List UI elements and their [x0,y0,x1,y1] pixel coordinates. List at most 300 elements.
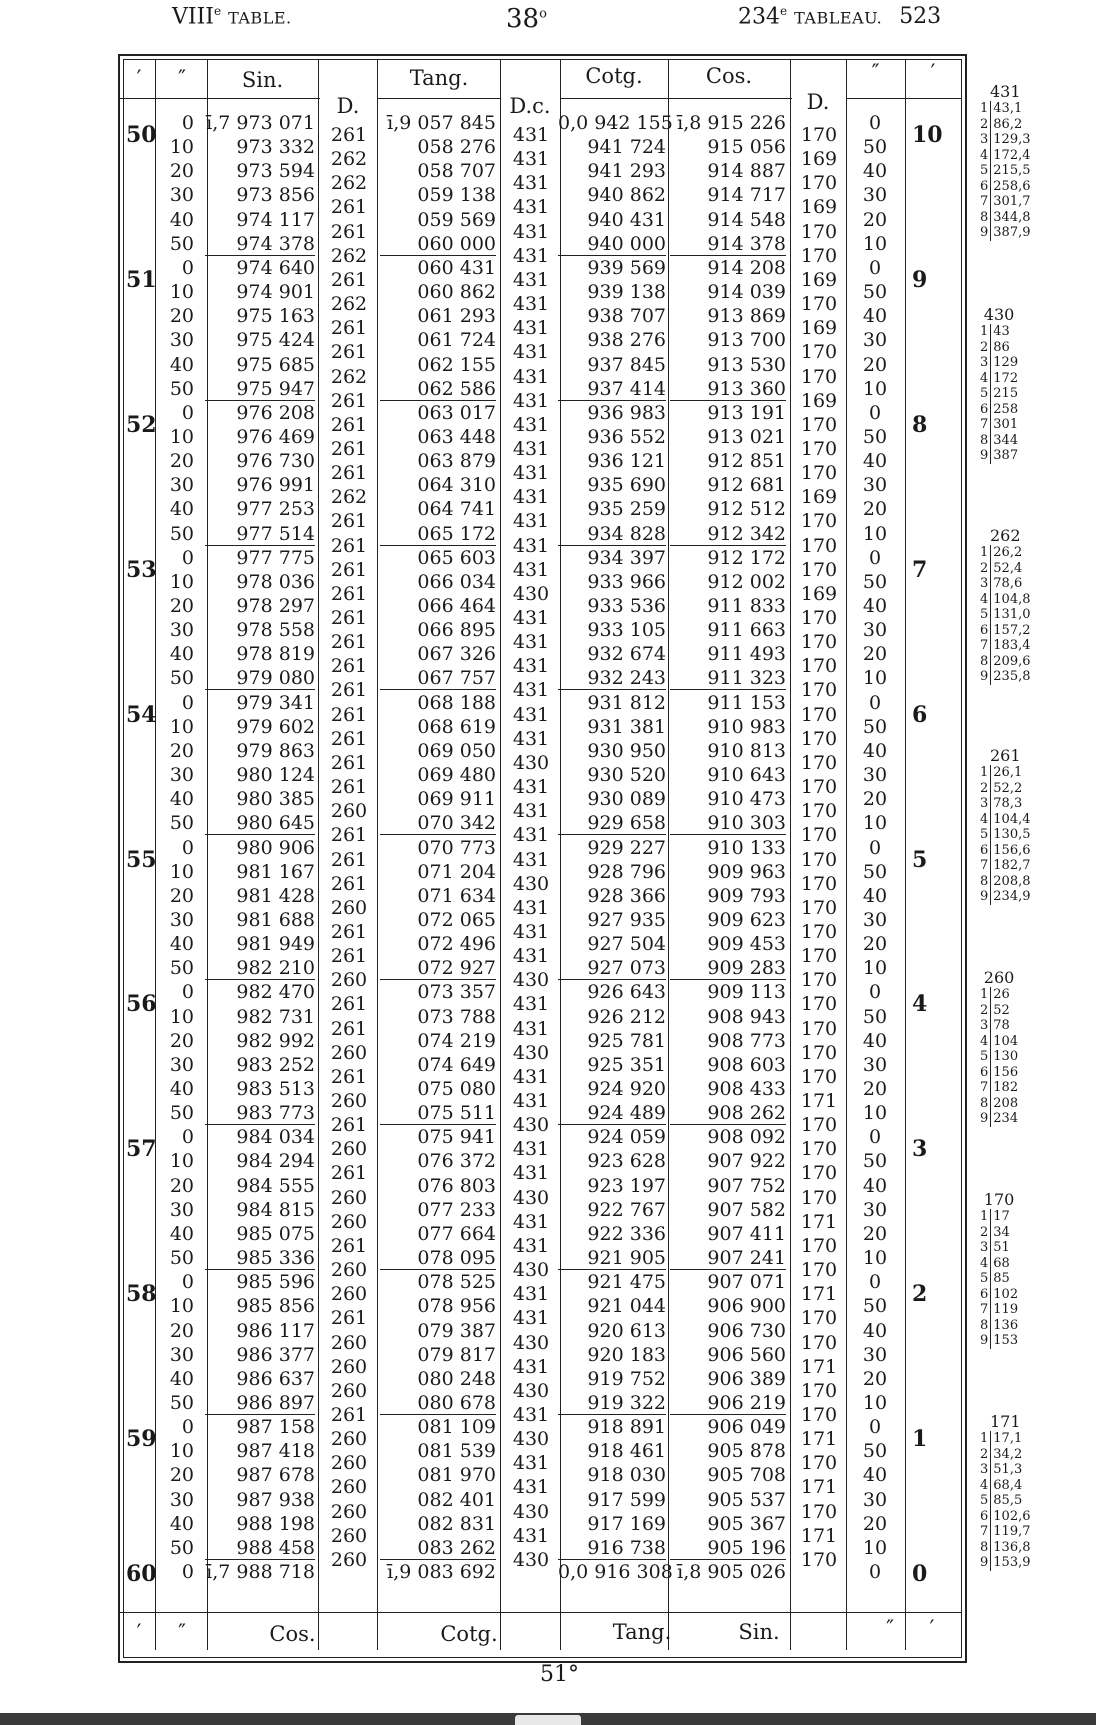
proportional-row [978,1540,1033,1556]
tang-cell: 077 233 [417,1198,496,1221]
cos-cell: 911 153 [707,691,786,714]
seconds-right-cell: 40 [862,1174,888,1197]
minute-label: 57 [126,1136,157,1163]
tang-cell: 069 050 [417,739,496,762]
d-cell: 261 [330,582,368,605]
seconds-cell: 0 [181,1126,194,1149]
cotg-cell: 927 073 [558,957,666,980]
proportional-row [978,781,1033,797]
cos-cell: 914 717 [707,184,786,207]
minute-label-right: 6 [912,701,928,728]
seconds-right-cell: 40 [862,160,888,183]
proportional-row [978,101,1033,117]
proportional-index: 7 [978,858,991,874]
cotg-cell: 920 183 [587,1343,666,1366]
proportional-row [978,340,1020,356]
proportional-value: 26,2 [993,545,1023,560]
cotg-cell: 941 293 [587,160,666,183]
d2-cell: 169 [800,148,838,171]
proportional-row [978,843,1033,859]
tang-cell: 078 956 [417,1295,496,1318]
seconds-cell: 40 [169,208,194,231]
proportional-index: 1 [978,545,991,561]
d-cell: 260 [330,1186,368,1209]
rule [905,60,906,1650]
tang-cell: 060 000 [380,233,496,256]
bottom-tang-header: Tang. [612,1620,672,1644]
seconds-cell: 40 [169,1512,194,1535]
proportional-index: 9 [978,1555,991,1571]
sin-cell: 977 775 [236,546,315,569]
d-cell: 260 [330,1548,368,1571]
tang-cell: 063 017 [417,401,496,424]
proportional-index: 6 [978,623,991,639]
proportional-row [978,1065,1020,1081]
proportional-row [978,210,1033,226]
cos-cell: 913 530 [707,353,786,376]
minute-label-right: 10 [912,122,943,148]
proportional-index: 3 [978,1240,991,1256]
seconds-cell: 30 [169,474,194,497]
d2-cell: 170 [800,727,838,750]
seconds-cell: 50 [169,1391,194,1414]
scrollbar-thumb[interactable] [515,1715,581,1725]
seconds-right-cell: 20 [862,1367,888,1390]
dc-cell: 431 [512,1138,550,1161]
proportional-row [978,1271,1020,1287]
d2-cell: 170 [800,1186,838,1209]
cotg-cell: 925 781 [587,1029,666,1052]
proportional-row [978,1080,1020,1096]
proportional-value: 17,1 [993,1431,1023,1446]
tang-cell: 061 724 [417,329,496,352]
cotg-cell: 919 752 [587,1367,666,1390]
proportional-index: 8 [978,1318,991,1334]
proportional-value: 85,5 [993,1493,1023,1508]
proportional-row [978,607,1033,623]
proportional-value: 26 [993,987,1010,1002]
d-cell: 260 [330,1138,368,1161]
d2-cell: 170 [800,558,838,581]
cotg-cell: 932 243 [558,667,666,690]
sin-cell: 982 731 [236,1005,315,1028]
sin-cell: 983 513 [236,1078,315,1100]
d-cell: 261 [330,679,368,702]
sin-cell: 974 901 [236,281,315,304]
tang-cell: 059 569 [417,208,496,231]
proportional-value: 34,2 [993,1446,1023,1462]
seconds-right-cell: 0 [868,401,882,424]
dc-cell: 431 [512,1476,550,1499]
sin-cell: 986 637 [236,1367,315,1390]
dc-cell: 431 [512,124,550,146]
header-rule [846,98,961,99]
seconds-right-cell: 30 [862,329,888,352]
dc-cell: 431 [512,631,550,654]
sin-cell: ī,7 973 071 [206,112,315,134]
sin-cell: 987 158 [236,1416,315,1439]
d-cell: 262 [330,293,368,316]
seconds-right-cell: 0 [868,256,882,279]
cos-cell: 909 963 [707,860,786,883]
dc-cell: 431 [512,848,550,871]
seconds-cell: 50 [169,1102,194,1125]
proportional-row [978,1447,1033,1463]
proportional-row [978,433,1020,449]
d-cell: 261 [330,220,368,243]
proportional-index: 3 [978,576,991,592]
tableau-number-sup: e [780,4,788,18]
seconds-right-cell: 20 [862,1078,888,1100]
seconds-right-cell: 0 [868,1416,882,1439]
dc-cell: 430 [512,1500,550,1523]
dc-cell: 430 [512,1259,550,1282]
cotg-cell: 940 862 [587,184,666,207]
proportional-index: 6 [978,402,991,418]
seconds-right-cell: 20 [862,353,888,376]
proportional-value: 235,8 [993,669,1031,684]
d2-cell: 170 [800,1017,838,1040]
cotg-cell: 937 845 [587,353,666,376]
proportional-index: 5 [978,1271,991,1287]
d-cell: 260 [330,1355,368,1378]
tang-cell: 072 496 [417,933,496,956]
minute-label: 50 [126,122,157,148]
seconds-cell: 0 [181,401,194,424]
proportional-row [978,1462,1033,1478]
proportional-row [978,324,1020,340]
header-rule [377,98,501,99]
seconds-right-cell: 10 [862,1391,888,1414]
proportional-value: 43,1 [993,101,1023,116]
tang-cell: 071 204 [417,860,496,883]
proportional-value: 102,6 [993,1508,1031,1524]
dc-cell: 431 [512,703,550,726]
proportional-row [978,1478,1033,1494]
d-cell: 261 [330,872,368,895]
cos-cell: 913 021 [707,425,786,448]
seconds-cell: 30 [169,1198,194,1221]
seconds-right-cell: 20 [862,1222,888,1245]
sin-cell: 976 469 [236,425,315,448]
d2-cell: 170 [800,679,838,702]
tang-cell: 073 357 [417,981,496,1004]
tang-cell: 081 970 [417,1464,496,1487]
seconds-cell: 50 [169,377,194,400]
seconds-right-cell: 20 [862,498,888,521]
d2-cell: 170 [800,993,838,1016]
cotg-cell: 921 475 [587,1271,666,1294]
dc-cell: 431 [512,993,550,1016]
cos-cell: 906 389 [707,1367,786,1390]
d-cell: 260 [330,1428,368,1451]
seconds-right-cell: 10 [862,1536,888,1559]
proportional-row [978,179,1033,195]
tang-cell: 070 773 [417,836,496,859]
bottom-scrollbar[interactable] [0,1713,1096,1725]
d-cell: 261 [330,848,368,871]
d-cell: 262 [330,365,368,388]
d2-cell: 170 [800,1500,838,1523]
cos-cell: 907 241 [670,1247,786,1270]
seconds-cell: 10 [169,136,194,159]
tang-cell: 058 707 [417,160,496,183]
seconds-right-cell: 30 [862,1053,888,1076]
proportional-value: 104 [993,1033,1019,1049]
proportional-value: 52,2 [993,780,1023,796]
proportional-row [978,225,1033,241]
proportional-index: 1 [978,1431,991,1447]
tableau-number: 234 [738,4,780,30]
cotg-cell: 940 000 [558,233,666,256]
dc-cell: 431 [512,365,550,388]
sin-cell: 981 688 [236,908,315,931]
seconds-cell: 0 [181,256,194,279]
dc-cell: 430 [512,1548,550,1571]
cos-cell: 907 922 [707,1150,786,1173]
seconds-cell: 30 [169,1343,194,1366]
dc-cell: 431 [512,268,550,291]
d2-cell: 171 [800,1355,838,1378]
tang-cell: 069 911 [417,788,496,811]
sin-cell: 979 341 [236,691,315,714]
cos-cell: 907 752 [707,1174,786,1197]
proportional-index: 1 [978,987,991,1003]
cotg-cell: 935 690 [587,474,666,497]
d-cell: 261 [330,776,368,799]
proportional-value: 86 [993,339,1010,355]
cos-cell: 910 983 [707,715,786,738]
tang-cell: 071 634 [417,884,496,907]
tang-cell: 066 464 [417,595,496,617]
sin-cell: 979 863 [236,739,315,762]
dc-cell: 431 [512,317,550,340]
seconds-cell: 20 [169,160,194,183]
seconds-right-cell: 40 [862,884,888,907]
header-rule [560,98,792,99]
tang-cell: 074 219 [417,1029,496,1052]
col-min-header: ′ [136,66,142,90]
cos-cell: 907 582 [707,1198,786,1221]
minute-label-right: 4 [912,991,928,1018]
minute-label-right: 1 [912,1426,928,1453]
dc-cell: 431 [512,1017,550,1040]
d2-cell: 170 [800,172,838,195]
d2-cell: 171 [800,1428,838,1451]
tang-cell: 068 188 [417,691,496,714]
col-tang-header: Tang. [409,66,469,90]
tang-cell: ī,9 057 845 [387,112,496,134]
minute-label-right: 9 [912,266,928,293]
proportional-value: 215,5 [993,163,1031,178]
rule [790,60,791,1650]
d-cell: 261 [330,751,368,774]
seconds-right-cell: 30 [862,908,888,931]
d-cell: 261 [330,268,368,291]
dc-cell: 431 [512,148,550,171]
proportional-row [978,1555,1033,1571]
d-cell: 261 [330,341,368,364]
cos-cell: 905 537 [707,1488,786,1511]
proportional-value: 78 [993,1018,1010,1033]
proportional-index: 7 [978,417,991,433]
d2-cell: 170 [800,896,838,919]
seconds-cell: 40 [169,933,194,956]
rule [318,60,319,1650]
cos-cell: 908 092 [707,1126,786,1149]
sin-cell: 979 602 [236,715,315,738]
sin-cell: 986 117 [236,1319,315,1342]
proportional-index: 4 [978,592,991,608]
proportional-row [978,371,1020,387]
sin-cell: 983 773 [205,1102,315,1125]
seconds-cell: 40 [169,353,194,376]
proportional-value: 258,6 [993,178,1031,194]
sin-cell: 988 458 [205,1537,315,1560]
tang-cell: 082 401 [417,1488,496,1511]
proportional-index: 8 [978,210,991,226]
sin-cell: 986 377 [236,1343,315,1366]
proportional-index: 2 [978,1447,991,1463]
proportional-index: 7 [978,1080,991,1096]
d2-cell: 170 [800,534,838,557]
seconds-right-cell: 50 [862,1150,888,1173]
d2-cell: 170 [800,1403,838,1426]
d2-cell: 170 [800,920,838,943]
proportional-part-title: 431 [989,82,1021,101]
minute-label: 54 [126,701,157,728]
seconds-right-cell: 10 [862,522,888,545]
proportional-row [978,827,1033,843]
proportional-row [978,1333,1020,1349]
proportional-index: 5 [978,163,991,179]
cos-cell: 909 283 [670,957,786,980]
seconds-right-cell: 30 [862,1343,888,1366]
seconds-cell: 30 [169,764,194,787]
proportional-index: 8 [978,1096,991,1112]
seconds-right-cell: 30 [862,619,888,642]
seconds-right-cell: 30 [862,1488,888,1511]
proportional-row [978,417,1020,433]
cotg-cell: 917 599 [587,1488,666,1511]
degree-value: 38 [506,4,540,34]
proportional-index: 7 [978,1524,991,1540]
sin-cell: ī,7 988 718 [206,1561,315,1583]
seconds-right-cell: 50 [862,715,888,738]
dc-cell: 431 [512,679,550,702]
proportional-row [978,1240,1020,1256]
minute-label-right: 0 [912,1561,928,1587]
bottom-sin-header: Sin. [738,1620,780,1644]
cos-cell: 912 851 [707,450,786,473]
proportional-index: 6 [978,179,991,195]
dc-cell: 430 [512,1114,550,1137]
seconds-right-cell: 0 [868,1561,882,1583]
cos-cell: 914 208 [707,256,786,279]
tang-cell: 076 372 [417,1150,496,1173]
dc-cell: 430 [512,969,550,992]
proportional-part-0 [978,82,1033,241]
seconds-cell: 40 [169,1367,194,1390]
cos-cell: 914 548 [707,208,786,231]
seconds-right-cell: 20 [862,933,888,956]
d2-cell: 170 [800,365,838,388]
seconds-cell: 40 [169,788,194,811]
cos-cell: 910 813 [707,739,786,762]
proportional-value: 129,3 [993,132,1031,147]
dc-cell: 431 [512,1403,550,1426]
cotg-cell: 931 812 [587,691,666,714]
proportional-value: 104,4 [993,811,1031,827]
tang-cell: 081 539 [417,1440,496,1463]
dc-cell: 430 [512,582,550,605]
seconds-right-cell: 30 [862,1198,888,1221]
seconds-right-cell: 20 [862,1512,888,1535]
col-cos-header: Cos. [705,64,753,88]
seconds-right-cell: 30 [862,474,888,497]
proportional-row [978,1287,1020,1303]
cotg-cell: 918 461 [587,1440,666,1463]
col-d-header: D. [336,94,360,118]
header-left [172,4,292,29]
sin-cell: 987 418 [236,1440,315,1463]
seconds-right-cell: 50 [862,1440,888,1463]
dc-cell: 431 [512,1065,550,1088]
cos-cell: 905 878 [707,1440,786,1463]
proportional-row [978,889,1033,905]
sin-cell: 977 514 [205,523,315,546]
d2-cell: 170 [800,220,838,243]
proportional-row [978,148,1033,164]
seconds-cell: 30 [169,1053,194,1076]
dc-cell: 431 [512,558,550,581]
d2-cell: 170 [800,1379,838,1402]
seconds-cell: 40 [169,1222,194,1245]
d-cell: 261 [330,196,368,219]
tang-cell: 074 649 [417,1053,496,1076]
sin-cell: 975 685 [236,353,315,376]
d2-cell: 169 [800,486,838,509]
proportional-value: 208,8 [993,873,1031,889]
degree-sup: o [539,6,547,22]
sin-cell: 977 253 [236,498,315,521]
seconds-cell: 30 [169,329,194,352]
d-cell: 261 [330,510,368,533]
proportional-value: 136 [993,1317,1019,1333]
sin-cell: 980 124 [236,764,315,787]
dc-cell: 431 [512,776,550,799]
proportional-value: 344,8 [993,209,1031,225]
proportional-index: 5 [978,827,991,843]
seconds-cell: 20 [169,595,194,617]
proportional-index: 2 [978,781,991,797]
seconds-right-cell: 0 [868,836,882,859]
d2-cell: 170 [800,462,838,485]
dc-cell: 431 [512,341,550,364]
cotg-cell: 923 197 [587,1174,666,1197]
cos-cell: 912 172 [707,546,786,569]
cotg-cell: 923 628 [587,1150,666,1173]
seconds-right-cell: 40 [862,1029,888,1052]
sin-cell: 976 208 [236,401,315,424]
d2-cell: 170 [800,800,838,823]
sin-cell: 980 645 [205,812,315,835]
dc-cell: 431 [512,196,550,219]
d-cell: 261 [330,727,368,750]
tang-cell: 061 293 [417,305,496,328]
seconds-cell: 20 [169,1174,194,1197]
sin-cell: 984 034 [236,1126,315,1149]
